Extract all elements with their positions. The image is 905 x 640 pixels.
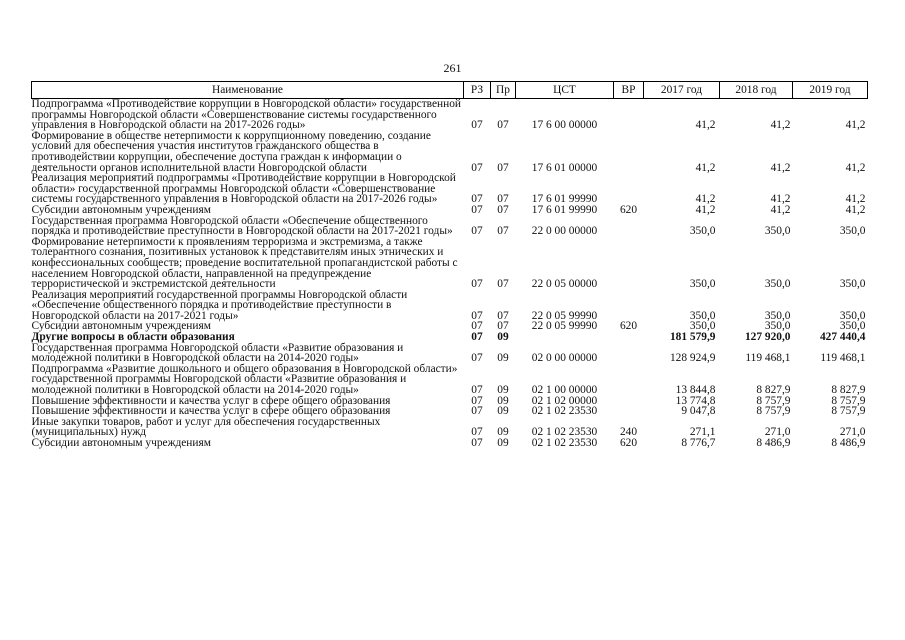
row-value-2018: 41,2: [770, 119, 791, 132]
row-vr: [614, 343, 644, 364]
row-value-2017: 41,2: [695, 161, 716, 174]
row-value-2017: 9 047,8: [681, 405, 716, 418]
row-pr: 07: [497, 309, 509, 322]
table-row: [32, 364, 868, 396]
header-pr: Пр: [491, 82, 516, 99]
header-year-2018: 2018 год: [720, 82, 793, 99]
row-name: Формирование нетерпимости к проявлениям терроризма и экстремизма, а также толерантного сознания, позитивных установок к представителям иных этнических и конфессиональных сообществ; проведение воспитательной пропагандистской работы с населением Новгородской области, направленной на предупреждение террористической и экстремистской деятельности: [31, 235, 458, 291]
row-pr: 09: [497, 331, 509, 344]
row-value-2017: 41,2: [695, 203, 716, 216]
row-value-2019: 8 757,9: [831, 405, 866, 418]
row-value-2017: 350,0: [689, 225, 716, 238]
row-value-2019: 41,2: [845, 161, 866, 174]
row-name: Формирование в обществе нетерпимости к коррупционному поведению, создание условий для обеспечения участия институтов гражданского общества в противодействии коррупции, обеспечение доступа граждан к информации о деятельности органов исполнительной власти Новгородской области: [31, 129, 431, 174]
row-value-2018: 350,0: [764, 320, 791, 333]
row-rz: 07: [471, 331, 483, 344]
row-cst: 02 0 00 00000: [531, 352, 598, 365]
table-row: [32, 173, 868, 205]
row-value-2018: 8 757,9: [756, 405, 791, 418]
row-value-2018: 41,2: [770, 193, 791, 206]
row-pr: 07: [497, 225, 509, 238]
row-cst: 02 1 02 23530: [531, 437, 598, 449]
row-value-2018: 350,0: [764, 225, 791, 238]
row-rz: 07: [471, 193, 483, 206]
row-rz: 07: [471, 309, 483, 322]
row-name: Субсидии автономным учреждениям: [31, 320, 211, 333]
row-value-2017: 128 924,9: [669, 352, 716, 365]
row-vr: [614, 332, 644, 343]
header-year-2017: 2017 год: [644, 82, 720, 99]
header-cst: ЦСТ: [516, 82, 614, 99]
row-value-2018: 350,0: [764, 278, 791, 291]
row-cst: 02 1 00 00000: [531, 384, 598, 397]
row-value-2019: 41,2: [845, 193, 866, 206]
row-value-2018: 41,2: [770, 161, 791, 174]
table-row: [32, 216, 868, 237]
row-name: Повышение эффективности и качества услуг в сфере общего образования: [31, 405, 391, 418]
row-vr: [614, 290, 644, 322]
row-vr: [614, 173, 644, 205]
row-value-2019: 41,2: [845, 119, 866, 132]
row-pr: 09: [497, 437, 509, 449]
row-cst: 17 6 01 99990: [531, 203, 598, 216]
row-vr: [614, 406, 644, 417]
row-pr: 09: [497, 405, 509, 418]
row-cst: 22 0 05 99990: [531, 309, 598, 322]
table-row: [32, 290, 868, 322]
row-rz: 07: [471, 352, 483, 365]
row-rz: 07: [471, 426, 483, 439]
row-value-2018: 8 827,9: [756, 384, 791, 397]
row-value-2019: 119 468,1: [820, 352, 866, 365]
row-value-2017: 13 844,8: [675, 384, 716, 397]
row-name: Другие вопросы в области образования: [31, 331, 235, 344]
row-vr: [614, 216, 644, 237]
table-row: [32, 438, 868, 449]
row-cst: 17 6 01 00000: [531, 161, 598, 174]
header-rz: РЗ: [464, 82, 491, 99]
row-pr: 07: [497, 161, 509, 174]
row-vr: 620: [619, 320, 638, 333]
row-cst: 22 0 00 00000: [531, 225, 598, 238]
row-value-2018: 8 486,9: [756, 437, 791, 449]
row-name: Государственная программа Новгородской области «Обеспечение общественного порядка и противодействие преступности в Новгородской области на 2017-2021 годы»: [31, 214, 453, 238]
row-rz: 07: [471, 405, 483, 418]
row-name: Реализация мероприятий подпрограммы «Противодействие коррупции в Новгородской области» государственной программы Новгородской области «Совершенствование системы государственного управления в Новгородской области на 2017-2026 годы»: [31, 172, 456, 206]
row-cst: 02 1 02 23530: [531, 426, 598, 439]
row-value-2017: 13 774,8: [675, 394, 716, 407]
row-value-2017: 271,1: [689, 426, 716, 439]
row-value-2017: 41,2: [695, 193, 716, 206]
row-rz: 07: [471, 278, 483, 291]
row-value-2018: 127 920,0: [744, 331, 791, 344]
table-row: [32, 417, 868, 438]
row-value-2017: 8 776,7: [681, 437, 716, 449]
row-value-2019: 8 757,9: [831, 394, 866, 407]
row-value-2017: 41,2: [695, 119, 716, 132]
row-vr: 620: [619, 203, 638, 216]
row-vr: [614, 99, 644, 131]
row-value-2019: 8 486,9: [831, 437, 866, 449]
row-cst: [516, 332, 614, 343]
header-name: Наименование: [32, 82, 464, 99]
row-value-2019: 350,0: [839, 309, 866, 322]
row-vr: 240: [619, 426, 638, 439]
row-cst: 17 6 00 00000: [531, 119, 598, 132]
row-value-2019: 8 827,9: [831, 384, 866, 397]
row-value-2019: 271,0: [839, 426, 866, 439]
row-rz: 07: [471, 437, 483, 449]
row-rz: 07: [471, 225, 483, 238]
row-rz: 07: [471, 161, 483, 174]
row-vr: [614, 364, 644, 396]
row-pr: 07: [497, 119, 509, 132]
row-value-2018: 119 468,1: [745, 352, 791, 365]
row-value-2017: 181 579,9: [669, 331, 716, 344]
row-pr: 09: [497, 352, 509, 365]
row-name: Повышение эффективности и качества услуг в сфере общего образования: [31, 394, 391, 407]
row-cst: 22 0 05 99990: [531, 320, 598, 333]
row-value-2018: 350,0: [764, 309, 791, 322]
table-row: [32, 205, 868, 216]
row-rz: 07: [471, 119, 483, 132]
row-rz: 07: [471, 320, 483, 333]
page-number: 261: [443, 61, 462, 75]
row-cst: 22 0 05 00000: [531, 278, 598, 291]
row-cst: 02 1 02 00000: [531, 394, 598, 407]
row-value-2018: 8 757,9: [756, 394, 791, 407]
row-vr: [614, 237, 644, 290]
row-pr: 07: [497, 193, 509, 206]
row-rz: 07: [471, 394, 483, 407]
row-value-2017: 350,0: [689, 278, 716, 291]
table-row: [32, 131, 868, 173]
row-vr: 620: [619, 437, 638, 449]
row-name: Иные закупки товаров, работ и услуг для обеспечения государственных (муниципальных) нужд: [31, 415, 381, 439]
row-value-2017: 350,0: [689, 320, 716, 333]
row-vr: [614, 131, 644, 173]
row-pr: 07: [497, 320, 509, 333]
row-name: Подпрограмма «Развитие дошкольного и общего образования в Новгородской области» государственной программы Новгородской области «Развитие образования и молодежной политики в Новгородской области на 2014-2020 годы»: [31, 362, 458, 397]
row-cst: 02 1 02 23530: [531, 405, 598, 418]
row-value-2019: 41,2: [845, 203, 866, 216]
row-vr: [614, 396, 644, 407]
table-row: [32, 343, 868, 364]
header-year-2019: 2019 год: [793, 82, 868, 99]
row-value-2017: 350,0: [689, 309, 716, 322]
row-name: Подпрограмма «Противодействие коррупции в Новгородской области» государственной программы Новгородской области «Совершенствование системы государственного управления в Новгородской области на 2017-2026 годы»: [31, 98, 462, 132]
row-pr: 09: [497, 384, 509, 397]
row-pr: 07: [497, 203, 509, 216]
row-value-2019: 350,0: [839, 320, 866, 333]
row-pr: 09: [497, 394, 509, 407]
row-value-2019: 350,0: [839, 225, 866, 238]
table-row: [32, 237, 868, 290]
row-value-2018: 41,2: [770, 203, 791, 216]
row-value-2018: 271,0: [764, 426, 791, 439]
row-name: Субсидии автономным учреждениям: [31, 203, 211, 216]
budget-table: [31, 81, 868, 449]
row-value-2019: 350,0: [839, 278, 866, 291]
header-vr: ВР: [614, 82, 644, 99]
row-name: Реализация мероприятий государственной программы Новгородской области «Обеспечение общественного порядка и противодействие преступности в Новгородской области на 2017-2021 годы»: [31, 288, 408, 322]
row-rz: 07: [471, 203, 483, 216]
row-cst: 17 6 01 99990: [531, 193, 598, 206]
row-name: Государственная программа Новгородской области «Развитие образования и молодежной политики в Новгородской области на 2014-2020 годы»: [31, 341, 404, 365]
row-rz: 07: [471, 384, 483, 397]
table-row: [32, 99, 868, 131]
table-header-row: [32, 82, 868, 99]
row-name: Субсидии автономным учреждениям: [31, 437, 211, 449]
row-pr: 09: [497, 426, 509, 439]
row-pr: 07: [497, 278, 509, 291]
row-value-2019: 427 440,4: [819, 331, 866, 344]
